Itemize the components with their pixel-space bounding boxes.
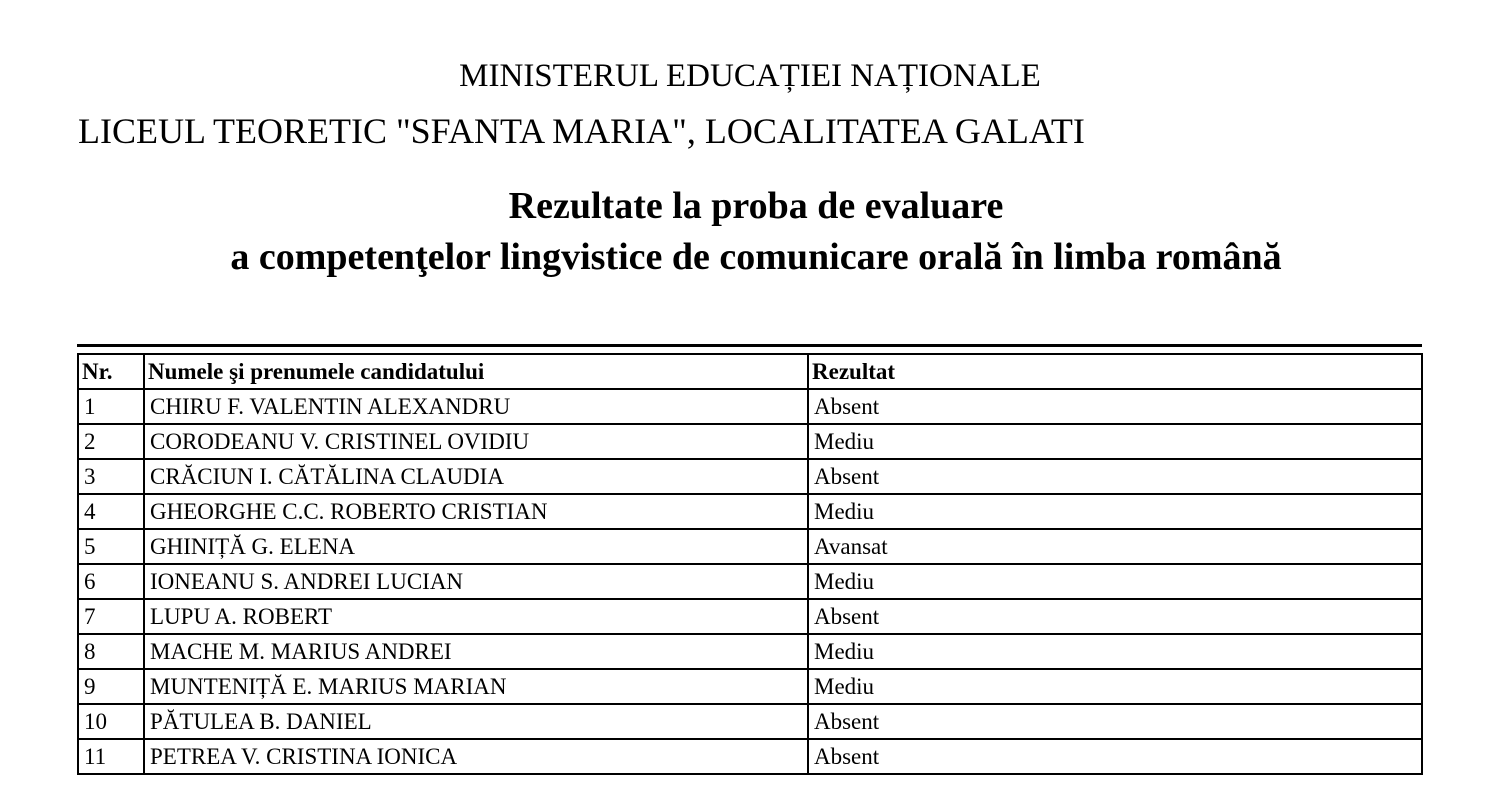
candidate-result: Avansat xyxy=(808,529,1422,564)
row-number: 4 xyxy=(78,494,144,529)
column-header-nr: Nr. xyxy=(78,354,144,389)
column-header-name: Numele şi prenumele candidatului xyxy=(144,354,808,389)
table-row xyxy=(78,704,1422,739)
candidate-name: PETREA V. CRISTINA IONICA xyxy=(144,739,808,774)
candidate-name: IONEANU S. ANDREI LUCIAN xyxy=(144,564,808,599)
candidate-result: Absent xyxy=(808,389,1422,424)
horizontal-rule xyxy=(77,344,1422,347)
candidate-result: Mediu xyxy=(808,564,1422,599)
column-header-result: Rezultat xyxy=(808,354,1422,389)
candidate-result: Absent xyxy=(808,459,1422,494)
row-number: 2 xyxy=(78,424,144,459)
results-table xyxy=(77,353,1423,775)
candidate-result: Mediu xyxy=(808,634,1422,669)
row-number: 8 xyxy=(78,634,144,669)
row-number: 7 xyxy=(78,599,144,634)
table-row xyxy=(78,599,1422,634)
table-row xyxy=(78,494,1422,529)
candidate-name: MUNTENIȚĂ E. MARIUS MARIAN xyxy=(144,669,808,704)
candidate-result: Mediu xyxy=(808,494,1422,529)
candidate-name: CRĂCIUN I. CĂTĂLINA CLAUDIA xyxy=(144,459,808,494)
candidate-result: Absent xyxy=(808,739,1422,774)
row-number: 11 xyxy=(78,739,144,774)
row-number: 3 xyxy=(78,459,144,494)
candidate-name: LUPU A. ROBERT xyxy=(144,599,808,634)
table-header-row xyxy=(78,354,1422,389)
candidate-result: Mediu xyxy=(808,669,1422,704)
school-heading: LICEUL TEORETIC "SFANTA MARIA", LOCALITATEA GALATI xyxy=(78,111,1085,151)
table-row xyxy=(78,424,1422,459)
document-title-line-2: a competenţelor lingvistice de comunicare orală în limba română xyxy=(230,236,1282,278)
table-row xyxy=(78,634,1422,669)
table-row xyxy=(78,739,1422,774)
row-number: 10 xyxy=(78,704,144,739)
table-row xyxy=(78,389,1422,424)
candidate-name: GHINIȚĂ G. ELENA xyxy=(144,529,808,564)
document-title-line-1: Rezultate la proba de evaluare xyxy=(508,185,1004,227)
row-number: 5 xyxy=(78,529,144,564)
ministry-heading: MINISTERUL EDUCAȚIEI NAȚIONALE xyxy=(459,58,1041,94)
row-number: 9 xyxy=(78,669,144,704)
candidate-name: GHEORGHE C.C. ROBERTO CRISTIAN xyxy=(144,494,808,529)
candidate-result: Absent xyxy=(808,704,1422,739)
row-number: 6 xyxy=(78,564,144,599)
candidate-result: Absent xyxy=(808,599,1422,634)
table-row xyxy=(78,669,1422,704)
table-row xyxy=(78,459,1422,494)
candidate-result: Mediu xyxy=(808,424,1422,459)
row-number: 1 xyxy=(78,389,144,424)
candidate-name: CORODEANU V. CRISTINEL OVIDIU xyxy=(144,424,808,459)
table-row xyxy=(78,529,1422,564)
candidate-name: CHIRU F. VALENTIN ALEXANDRU xyxy=(144,389,808,424)
candidate-name: MACHE M. MARIUS ANDREI xyxy=(144,634,808,669)
table-row xyxy=(78,564,1422,599)
candidate-name: PĂTULEA B. DANIEL xyxy=(144,704,808,739)
